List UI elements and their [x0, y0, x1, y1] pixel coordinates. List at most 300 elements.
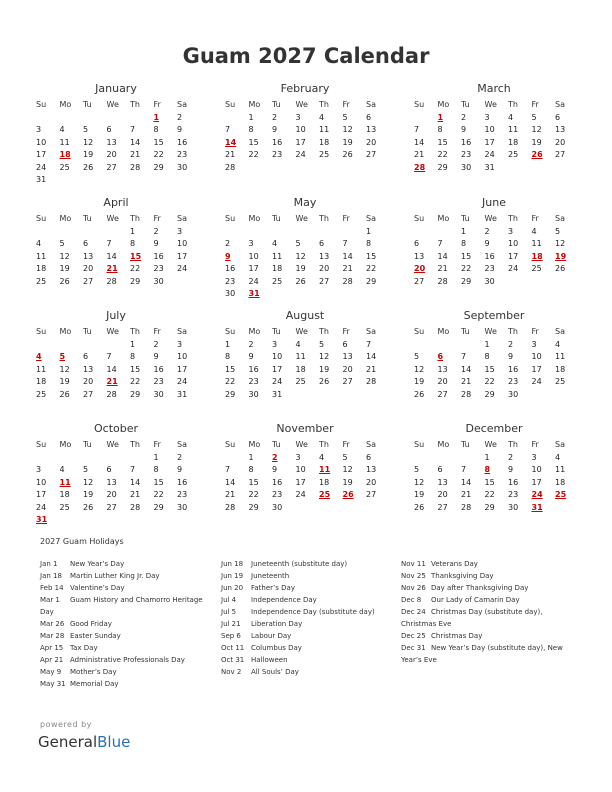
- holiday-item: [40, 582, 210, 594]
- day-cell: 15: [484, 477, 495, 487]
- day-cell: 3: [295, 452, 301, 462]
- day-cell: 6: [106, 465, 112, 474]
- day-cell: 29: [484, 389, 495, 399]
- empty-cell: [553, 276, 577, 289]
- day-cell: 26: [295, 276, 306, 286]
- day-cell: 2: [508, 452, 514, 462]
- weekday-header: Tu: [461, 100, 470, 109]
- day-cell: 2: [225, 239, 231, 248]
- weekday-header: Tu: [461, 440, 470, 449]
- empty-cell: [105, 339, 129, 352]
- month-august: [223, 309, 387, 401]
- day-cell: 14: [130, 477, 141, 487]
- day-cell: 11: [36, 251, 47, 261]
- weekday-header: We: [106, 440, 119, 449]
- day-cell: 6: [366, 112, 372, 122]
- day-cell: 29: [461, 276, 472, 286]
- empty-cell: [317, 502, 341, 515]
- day-cell: 11: [59, 137, 70, 147]
- month-days-grid: [223, 213, 387, 301]
- logo-blue: Blue: [97, 733, 131, 751]
- day-cell: 9: [508, 352, 514, 361]
- day-cell: 11: [555, 352, 566, 361]
- weekday-header: Th: [130, 214, 140, 223]
- day-cell: 5: [59, 352, 66, 361]
- day-cell: 10: [531, 352, 542, 361]
- day-cell: 29: [225, 389, 236, 399]
- day-cell: 17: [177, 364, 188, 374]
- day-cell: 3: [177, 226, 183, 236]
- empty-cell: [294, 502, 318, 515]
- day-cell: 31: [484, 162, 495, 172]
- day-cell: 20: [106, 490, 117, 499]
- holiday-item: [40, 570, 210, 582]
- day-cell: 10: [177, 352, 188, 361]
- day-cell: 12: [295, 251, 306, 261]
- day-cell: 31: [177, 389, 188, 399]
- day-cell: 16: [272, 137, 283, 147]
- empty-cell: [294, 389, 318, 402]
- holiday-date: Mar 28: [40, 632, 65, 640]
- day-cell: 7: [437, 239, 443, 248]
- day-cell: 8: [225, 352, 231, 361]
- holiday-name: Christmas Day (substitute day),: [431, 608, 543, 616]
- empty-cell: [152, 174, 176, 187]
- day-cell: 29: [248, 502, 259, 512]
- day-cell: 10: [272, 352, 283, 361]
- weekday-header: Th: [508, 214, 518, 223]
- day-cell: 29: [130, 389, 141, 399]
- day-cell: 16: [177, 137, 188, 147]
- day-cell: 17: [508, 251, 519, 261]
- day-cell: 11: [59, 477, 71, 487]
- weekday-header: Th: [508, 440, 518, 449]
- weekday-header: Fr: [342, 214, 350, 223]
- day-cell: 16: [225, 264, 236, 273]
- empty-cell: [81, 452, 105, 465]
- month-days-grid: [223, 439, 387, 514]
- empty-cell: [247, 226, 271, 239]
- day-cell: 9: [153, 352, 159, 361]
- day-cell: 31: [36, 175, 47, 184]
- day-cell: 19: [83, 150, 94, 159]
- holiday-date: May 9: [40, 668, 62, 676]
- empty-cell: [412, 452, 436, 465]
- day-cell: 21: [437, 264, 448, 273]
- day-cell: 9: [153, 239, 159, 248]
- holiday-name-continued: Year’s Eve: [401, 656, 437, 664]
- day-cell: 25: [555, 377, 566, 386]
- day-cell: 25: [59, 162, 70, 172]
- day-cell: 30: [508, 389, 519, 399]
- day-cell: 7: [366, 339, 372, 349]
- weekday-header: Mo: [248, 100, 261, 109]
- day-cell: 29: [366, 276, 377, 286]
- month-days-grid: [223, 326, 387, 401]
- weekday-header: Tu: [83, 214, 92, 223]
- weekday-header: Th: [130, 327, 140, 336]
- day-cell: 5: [295, 239, 301, 248]
- holiday-date: Jan 1: [40, 560, 58, 568]
- day-cell: 1: [248, 452, 254, 462]
- weekday-header: Sa: [177, 214, 187, 223]
- day-cell: 8: [248, 125, 254, 134]
- day-cell: 8: [130, 352, 136, 361]
- day-cell: 4: [508, 112, 514, 122]
- day-cell: 15: [248, 137, 259, 147]
- month-days-grid: [223, 99, 387, 174]
- weekday-header: Fr: [531, 100, 539, 109]
- day-cell: 7: [106, 352, 112, 361]
- month-january: [34, 82, 198, 187]
- day-cell: 15: [130, 251, 142, 261]
- empty-cell: [270, 226, 294, 239]
- day-cell: 26: [414, 502, 425, 512]
- day-cell: 13: [366, 465, 377, 474]
- month-name: September: [463, 309, 525, 322]
- day-cell: 27: [437, 389, 448, 399]
- empty-cell: [58, 226, 82, 239]
- holiday-item: [221, 558, 391, 570]
- empty-cell: [412, 112, 436, 125]
- day-cell: 25: [319, 490, 331, 499]
- empty-cell: [58, 452, 82, 465]
- day-cell: 25: [555, 490, 567, 499]
- weekday-header: Sa: [555, 440, 565, 449]
- empty-cell: [128, 514, 152, 527]
- holiday-name: Good Friday: [70, 620, 112, 628]
- day-cell: 13: [106, 137, 117, 147]
- day-cell: 21: [461, 377, 472, 386]
- day-cell: 23: [248, 377, 259, 386]
- holiday-date: Jun 18: [221, 560, 244, 568]
- empty-cell: [175, 174, 199, 187]
- day-cell: 14: [437, 251, 448, 261]
- weekday-header: Mo: [248, 327, 261, 336]
- day-cell: 1: [366, 226, 372, 236]
- day-cell: 8: [366, 239, 372, 248]
- day-cell: 7: [106, 239, 112, 248]
- weekday-header: Su: [36, 100, 47, 109]
- day-cell: 14: [106, 251, 117, 261]
- day-cell: 21: [225, 150, 236, 159]
- holiday-name: Guam History and Chamorro Heritage: [70, 596, 203, 604]
- weekday-header: Mo: [59, 100, 72, 109]
- empty-cell: [58, 174, 82, 187]
- day-cell: 21: [225, 490, 236, 499]
- holiday-item: [221, 666, 391, 678]
- holiday-item: [221, 630, 391, 642]
- day-cell: 27: [555, 150, 566, 159]
- day-cell: 18: [531, 251, 543, 261]
- holiday-name: Mother’s Day: [70, 668, 117, 676]
- day-cell: 25: [319, 150, 330, 159]
- empty-cell: [223, 452, 247, 465]
- holiday-name: Administrative Professionals Day: [70, 656, 185, 664]
- day-cell: 4: [36, 352, 42, 361]
- day-cell: 5: [531, 112, 537, 122]
- day-cell: 15: [461, 251, 472, 261]
- day-cell: 30: [508, 502, 519, 512]
- day-cell: 1: [484, 452, 490, 462]
- month-days-grid: [412, 326, 576, 401]
- day-cell: 1: [153, 452, 159, 462]
- holiday-name: Halloween: [251, 656, 288, 664]
- day-cell: 14: [130, 137, 141, 147]
- day-cell: 17: [177, 251, 188, 261]
- empty-cell: [175, 514, 199, 527]
- day-cell: 13: [106, 477, 117, 487]
- empty-cell: [436, 339, 460, 352]
- day-cell: 9: [508, 465, 514, 474]
- day-cell: 5: [59, 239, 65, 248]
- day-cell: 23: [272, 490, 283, 499]
- holiday-item: [401, 558, 576, 570]
- day-cell: 2: [272, 112, 278, 122]
- day-cell: 2: [461, 112, 467, 122]
- day-cell: 5: [414, 465, 420, 474]
- day-cell: 12: [414, 477, 425, 487]
- day-cell: 15: [130, 364, 141, 374]
- day-cell: 10: [508, 239, 519, 248]
- weekday-header: Th: [319, 440, 329, 449]
- day-cell: 11: [319, 125, 330, 134]
- day-cell: 22: [248, 150, 259, 159]
- day-cell: 17: [36, 490, 47, 499]
- day-cell: 12: [83, 137, 94, 147]
- day-cell: 9: [177, 465, 183, 474]
- weekday-header: We: [484, 214, 497, 223]
- day-cell: 24: [484, 150, 495, 159]
- day-cell: 5: [342, 452, 348, 462]
- day-cell: 20: [83, 264, 94, 273]
- day-cell: 28: [106, 276, 117, 286]
- day-cell: 1: [461, 226, 467, 236]
- day-cell: 7: [130, 465, 136, 474]
- day-cell: 6: [106, 125, 112, 134]
- empty-cell: [341, 389, 365, 402]
- day-cell: 28: [437, 276, 448, 286]
- day-cell: 15: [225, 364, 236, 374]
- holiday-date: Sep 6: [221, 632, 241, 640]
- holiday-date: Oct 31: [221, 656, 245, 664]
- day-cell: 5: [555, 226, 561, 236]
- weekday-header: Mo: [59, 214, 72, 223]
- holiday-date: Jul 21: [221, 620, 241, 628]
- day-cell: 30: [153, 276, 164, 286]
- weekday-header: Su: [36, 440, 47, 449]
- month-name: May: [293, 196, 317, 209]
- empty-cell: [128, 112, 152, 125]
- day-cell: 29: [130, 276, 141, 286]
- day-cell: 22: [484, 377, 495, 386]
- day-cell: 24: [36, 502, 47, 512]
- day-cell: 27: [319, 276, 330, 286]
- day-cell: 29: [153, 162, 164, 172]
- month-october: [34, 422, 198, 527]
- day-cell: 18: [555, 364, 566, 374]
- day-cell: 27: [414, 276, 425, 286]
- day-cell: 9: [248, 352, 254, 361]
- month-days-grid: [412, 213, 576, 288]
- day-cell: 21: [130, 490, 141, 499]
- day-cell: 22: [248, 490, 259, 499]
- empty-cell: [128, 174, 152, 187]
- day-cell: 10: [177, 239, 188, 248]
- day-cell: 26: [555, 264, 566, 273]
- month-may: [223, 196, 387, 301]
- day-cell: 28: [366, 377, 377, 386]
- holiday-item: [40, 654, 210, 666]
- day-cell: 19: [295, 264, 306, 273]
- day-cell: 6: [319, 239, 325, 248]
- holiday-date: Apr 15: [40, 644, 64, 652]
- day-cell: 20: [555, 137, 566, 147]
- holiday-item: [221, 606, 391, 618]
- month-name: October: [93, 422, 139, 435]
- empty-cell: [223, 112, 247, 125]
- weekday-header: We: [484, 327, 497, 336]
- day-cell: 27: [106, 502, 117, 512]
- day-cell: 27: [342, 377, 353, 386]
- day-cell: 22: [153, 150, 164, 159]
- holiday-item: [40, 642, 210, 654]
- day-cell: 26: [414, 389, 425, 399]
- holiday-date: Dec 24: [401, 608, 426, 616]
- empty-cell: [34, 452, 58, 465]
- holiday-item: [40, 630, 210, 642]
- weekday-header: Fr: [342, 100, 350, 109]
- month-march: [412, 82, 576, 174]
- day-cell: 22: [130, 264, 141, 273]
- holiday-name: Christmas Day: [431, 632, 483, 640]
- holiday-name: All Souls’ Day: [251, 668, 299, 676]
- day-cell: 30: [461, 162, 472, 172]
- weekday-header: Sa: [177, 440, 187, 449]
- day-cell: 3: [484, 112, 490, 122]
- day-cell: 4: [531, 226, 537, 236]
- month-name: February: [280, 82, 330, 95]
- weekday-header: Su: [414, 214, 425, 223]
- day-cell: 12: [531, 125, 542, 134]
- day-cell: 30: [177, 162, 188, 172]
- generalblue-logo[interactable]: [38, 733, 130, 751]
- holiday-item: [401, 630, 576, 642]
- weekday-header: Su: [414, 100, 425, 109]
- holiday-item: [40, 666, 210, 678]
- empty-cell: [459, 339, 483, 352]
- day-cell: 24: [295, 490, 306, 499]
- day-cell: 6: [437, 465, 443, 474]
- weekday-header: We: [484, 100, 497, 109]
- day-cell: 23: [484, 264, 495, 273]
- day-cell: 8: [153, 465, 159, 474]
- powered-by-label: powered by: [40, 720, 92, 729]
- day-cell: 26: [319, 377, 330, 386]
- weekday-header: Sa: [366, 327, 376, 336]
- day-cell: 26: [342, 150, 353, 159]
- empty-cell: [105, 514, 129, 527]
- empty-cell: [34, 226, 58, 239]
- holiday-name: Liberation Day: [251, 620, 303, 628]
- day-cell: 19: [59, 377, 70, 386]
- empty-cell: [223, 226, 247, 239]
- day-cell: 11: [36, 364, 47, 374]
- day-cell: 23: [177, 150, 188, 159]
- holiday-name: Independence Day: [251, 596, 317, 604]
- empty-cell: [34, 112, 58, 125]
- day-cell: 13: [342, 352, 353, 361]
- day-cell: 24: [531, 490, 543, 499]
- day-cell: 18: [508, 137, 519, 147]
- day-cell: 19: [59, 264, 70, 273]
- day-cell: 8: [484, 352, 490, 361]
- day-cell: 5: [319, 339, 325, 349]
- empty-cell: [317, 389, 341, 402]
- weekday-header: Th: [508, 100, 518, 109]
- day-cell: 6: [83, 239, 89, 248]
- holiday-item: [401, 594, 576, 606]
- day-cell: 27: [366, 490, 377, 499]
- day-cell: 12: [319, 352, 330, 361]
- holiday-date: Jan 18: [40, 572, 62, 580]
- holiday-date: Jul 4: [221, 596, 237, 604]
- weekday-header: Sa: [366, 440, 376, 449]
- day-cell: 6: [555, 112, 561, 122]
- day-cell: 4: [555, 339, 561, 349]
- weekday-header: Fr: [153, 440, 161, 449]
- empty-cell: [58, 339, 82, 352]
- day-cell: 28: [130, 502, 141, 512]
- day-cell: 8: [437, 125, 443, 134]
- day-cell: 31: [272, 389, 283, 399]
- weekday-header: Sa: [366, 214, 376, 223]
- day-cell: 11: [319, 465, 331, 474]
- day-cell: 13: [555, 125, 566, 134]
- day-cell: 27: [83, 276, 94, 286]
- weekday-header: Mo: [59, 327, 72, 336]
- weekday-header: Su: [225, 440, 236, 449]
- day-cell: 12: [555, 239, 566, 248]
- day-cell: 11: [508, 125, 519, 134]
- empty-cell: [105, 452, 129, 465]
- holiday-name: Labour Day: [251, 632, 292, 640]
- weekday-header: Fr: [342, 327, 350, 336]
- day-cell: 27: [437, 502, 448, 512]
- day-cell: 15: [153, 477, 164, 487]
- day-cell: 13: [414, 251, 425, 261]
- holiday-name: New Year’s Day: [70, 560, 125, 568]
- day-cell: 10: [484, 125, 495, 134]
- holiday-date: Nov 25: [401, 572, 426, 580]
- day-cell: 16: [508, 364, 519, 374]
- day-cell: 19: [555, 251, 567, 261]
- day-cell: 1: [437, 112, 444, 122]
- holiday-name: Independence Day (substitute day): [251, 608, 375, 616]
- day-cell: 2: [153, 339, 159, 349]
- empty-cell: [553, 162, 577, 175]
- holiday-date: Mar 1: [40, 596, 60, 604]
- weekday-header: Fr: [531, 440, 539, 449]
- day-cell: 30: [272, 502, 283, 512]
- day-cell: 31: [36, 515, 48, 524]
- day-cell: 4: [59, 125, 65, 134]
- day-cell: 4: [555, 452, 561, 462]
- day-cell: 9: [484, 239, 490, 248]
- holiday-item: [40, 594, 210, 606]
- weekday-header: Tu: [461, 327, 470, 336]
- weekday-header: Mo: [437, 100, 450, 109]
